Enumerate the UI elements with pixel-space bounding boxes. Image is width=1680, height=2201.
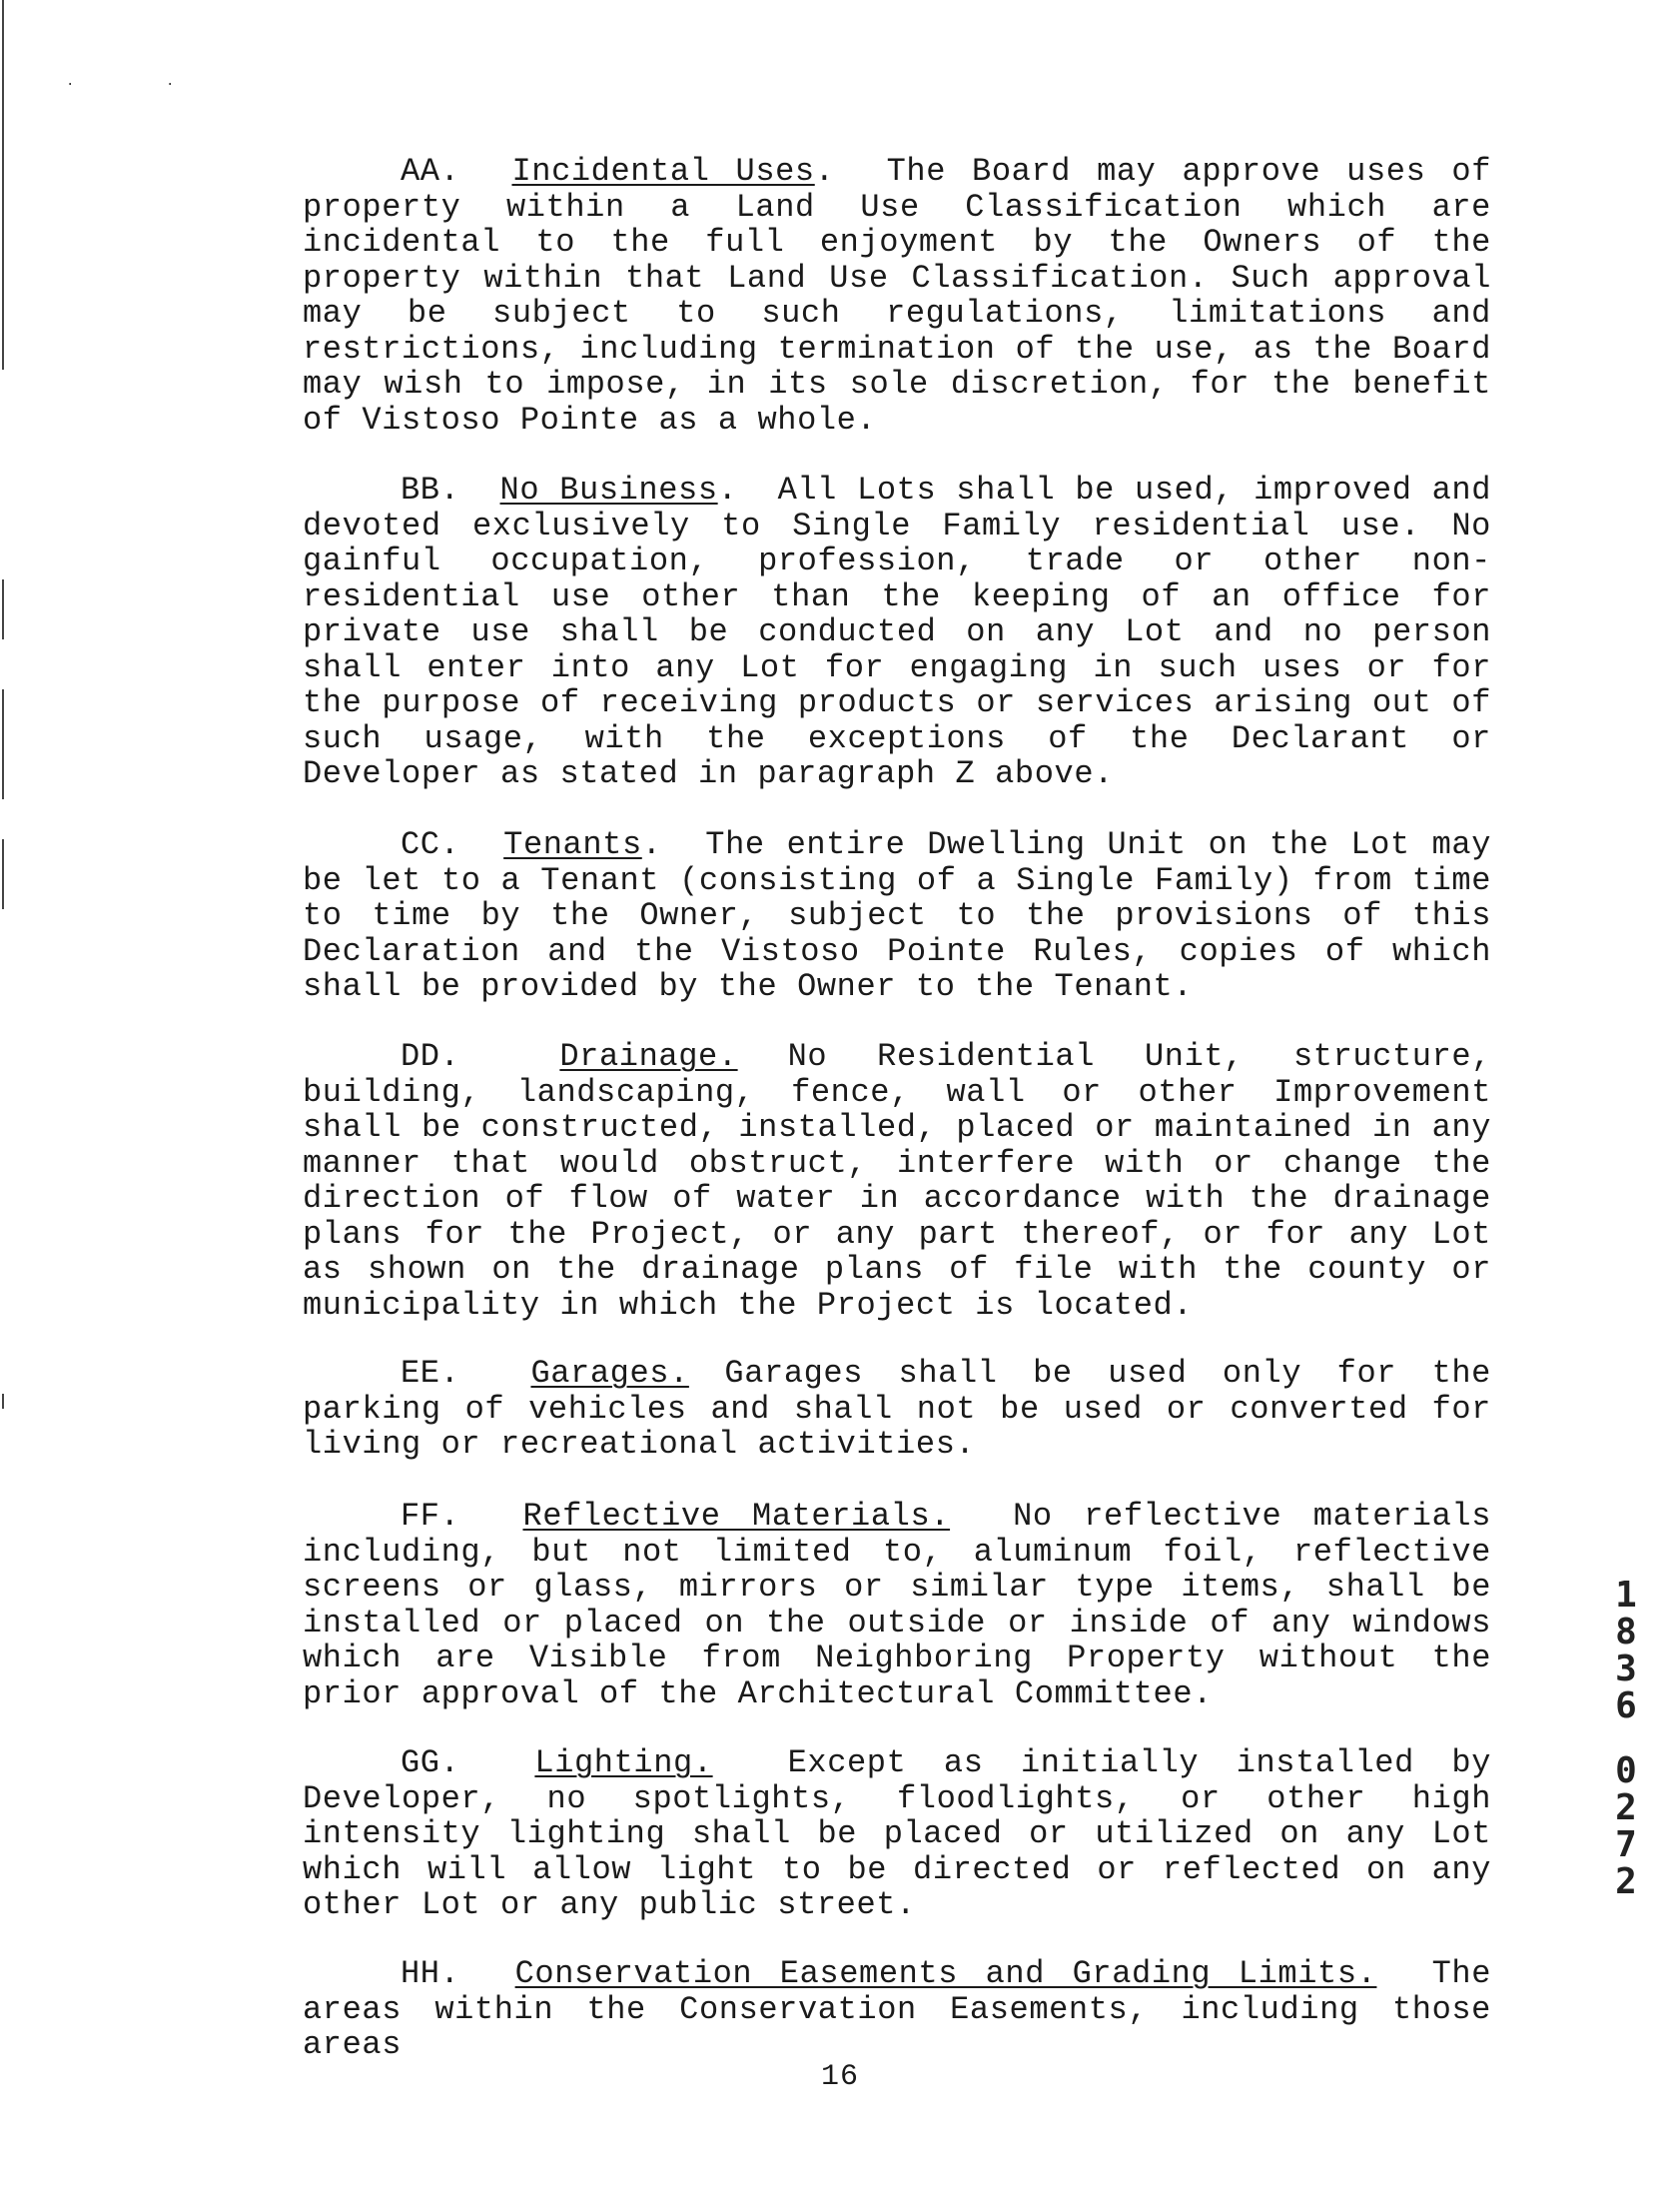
paragraph-cc [303, 827, 1491, 1005]
paragraph-heading: Garages. [530, 1355, 689, 1392]
paragraph-body: All Lots shall be used, improved and devoted exclusively to Single Family residential use. No gainful occupation, profession, trade or other non-residential use other than the keeping of an office for private use shall be conducted on any Lot and no person shall enter into any Lot for engaging in such uses or for the purpose of receiving products or services arising out of such usage, with the exceptions of the Declarant or Developer as stated in paragraph Z above. [303, 472, 1492, 792]
paragraph-label: CC. [401, 826, 460, 863]
stamp-digit: 2 [1615, 1787, 1637, 1828]
stamp-digit: 2 [1615, 1861, 1637, 1902]
heading-suffix: . [717, 472, 738, 509]
stamp-digit: 0 [1615, 1750, 1637, 1791]
paragraph-dd [303, 1039, 1491, 1323]
paragraph-body: The Board may approve uses of property within a Land Use Classification which are incidental to the full enjoyment by the Owners of the property within that Land Use Classification. Such approval may be subject to such regulations, limitations and restrictions, including termination of the use, as the Board may wish to impose, in its sole discretion, for the benefit of Vistoso Pointe as a whole. [303, 153, 1492, 439]
heading-suffix: . [814, 153, 835, 190]
paragraph-body: The entire Dwelling Unit on the Lot may be let to a Tenant (consisting of a Single Family) from time to time by the Owner, subject to the provisions of this Declaration and the Vistoso Pointe Rules, copies of which shall be provided by the Owner to the Tenant. [303, 826, 1491, 1005]
paragraph-label: GG. [401, 1744, 460, 1781]
paragraph-heading: No Business [499, 472, 718, 509]
scan-mark [2, 579, 4, 639]
paragraph-label: BB. [401, 472, 460, 509]
paragraph-ee [303, 1356, 1491, 1463]
scan-speck: . [166, 74, 175, 90]
paragraph-heading: Lighting. [534, 1744, 713, 1781]
paragraph-ff [303, 1499, 1491, 1711]
scan-mark [2, 0, 4, 370]
paragraph-heading: Tenants [503, 826, 642, 863]
page-number: 16 [820, 2060, 859, 2094]
paragraph-body: No Residential Unit, structure, building, landscaping, fence, wall or other Improvement shall be constructed, installed, placed or maintained in any manner that would obstruct, interfere with or change the direction of flow of water in accordance with the drainage plans for the Project, or any part thereof, or for any Lot as shown on the drainage plans of file with the county or municipality in which the Project is located. [303, 1038, 1491, 1324]
scan-speck: . [66, 74, 75, 90]
paragraph-label: FF. [401, 1498, 460, 1535]
paragraph-bb [303, 473, 1491, 792]
recording-stamp [1606, 1577, 1646, 1900]
scan-mark [2, 839, 4, 909]
scan-mark [2, 689, 4, 799]
paragraph-label: AA. [401, 153, 460, 190]
paragraph-gg [303, 1745, 1491, 1923]
paragraph-body: The areas within the Conservation Easements, including those areas [303, 1955, 1492, 2063]
stamp-digit: 6 [1615, 1685, 1637, 1726]
stamp-digit: 1 [1615, 1575, 1637, 1616]
paragraph-heading: Conservation Easements and Grading Limits. [514, 1955, 1377, 1992]
paragraph-body: Garages shall be used only for the parking of vehicles and shall not be used or converted for living or recreational activities. [303, 1355, 1491, 1463]
paragraph-aa [303, 154, 1491, 438]
stamp-digit: 8 [1615, 1612, 1637, 1652]
heading-suffix: . [641, 826, 662, 863]
paragraph-heading: Drainage. [559, 1038, 738, 1075]
paragraph-heading: Incidental Uses [511, 153, 815, 190]
paragraph-hh [303, 1956, 1491, 2063]
paragraph-heading: Reflective Materials. [522, 1498, 951, 1535]
paragraph-label: EE. [401, 1355, 460, 1392]
paragraph-label: HH. [401, 1955, 460, 1992]
scan-mark [2, 1394, 4, 1409]
paragraph-body: No reflective materials including, but not limited to, aluminum foil, reflective screens or glass, mirrors or similar type items, shall be installed or placed on the outside or inside of any windows which are Visible from Neighboring Property without the prior approval of the Architectural Committee. [303, 1498, 1492, 1712]
stamp-digit: 7 [1615, 1824, 1637, 1865]
stamp-digit: 3 [1615, 1649, 1637, 1689]
paragraph-body: Except as initially installed by Developer, no spotlights, floodlights, or other high intensity lighting shall be placed or utilized on any Lot which will allow light to be directed or reflected on any other Lot or any public street. [303, 1744, 1492, 1923]
paragraph-label: DD. [401, 1038, 460, 1075]
